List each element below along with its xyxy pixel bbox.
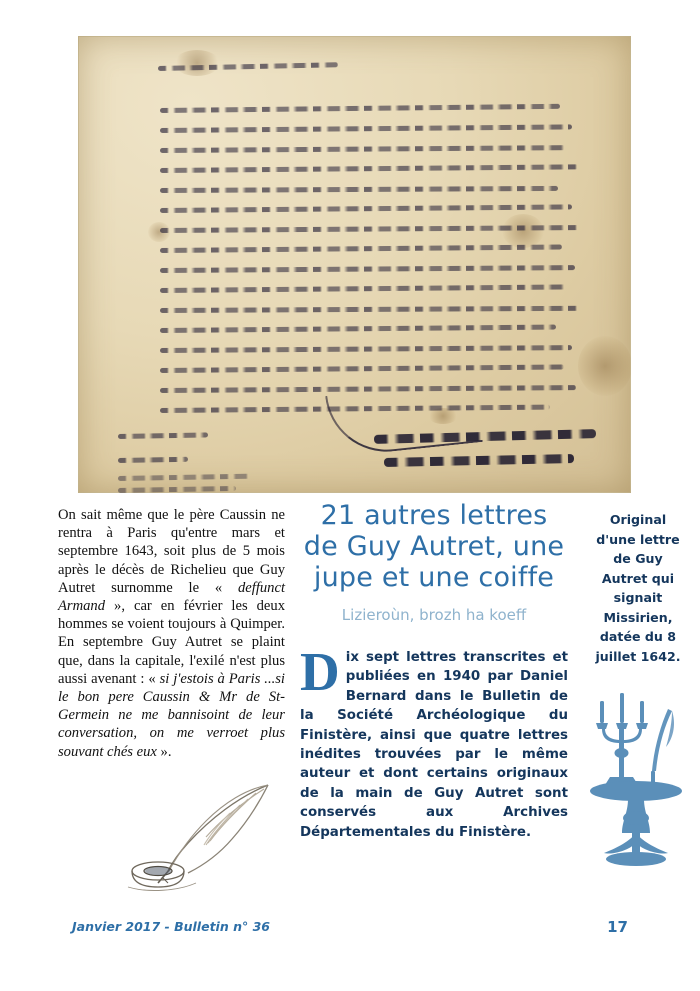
article-body-text: ix sept lettres transcrites et publiées en 1940 par Daniel Bernard dans le Bulletin de la Société Archéologique du Finistère, ainsi que quatre lettres inédites trouvées par le même auteur et dont certains originaux de la main de Guy Autret sont conservés aux Archives Départementales du Finistère. [300,650,568,840]
article-dropcap: D [300,641,340,702]
footer-issue-label: Janvier 2017 - Bulletin n° 36 [72,919,270,934]
left-paragraph-part2: », car en février les deux hommes se voient toujours à Quimper. En septembre Guy Autret se plaint que, dans la capitale, l'exilé n'est plus aussi avenant : « [58,598,285,687]
article-title: 21 autres lettres de Guy Autret, une jupe et une coiffe [303,500,565,593]
page-number: 17 [607,918,628,936]
left-paragraph-italic1: deffunct Armand [58,579,285,615]
article-column [300,500,568,842]
candelabra-on-table-illustration [588,693,688,883]
article-body [300,641,568,842]
left-paragraph-italic2: si j'estois à Paris ...si le bon pere Caussin & Mr de St-Germein ne me bannisoint de leur conversation, on me verroet plus souvant chés eux [58,670,285,760]
image-caption: Original d'une lettre de Guy Autret qui signait Missirien, datée du 8 juillet 1642. [595,512,681,664]
manuscript-image [78,36,631,493]
left-paragraph-part3: ». [156,743,172,760]
article-subtitle-breton: Lizieroùn, brozh ha koeff [341,606,527,624]
manuscript-handwriting [78,36,631,493]
quill-and-inkwell-illustration [118,783,278,891]
left-paragraph-part1: On sait même que le père Caussin ne rentra à Paris qu'entre mars et septembre 1643, soit plus de 5 mois après le décès de Richelieu que Guy Autret surnomme le « [58,507,285,596]
left-text-column [58,506,285,761]
